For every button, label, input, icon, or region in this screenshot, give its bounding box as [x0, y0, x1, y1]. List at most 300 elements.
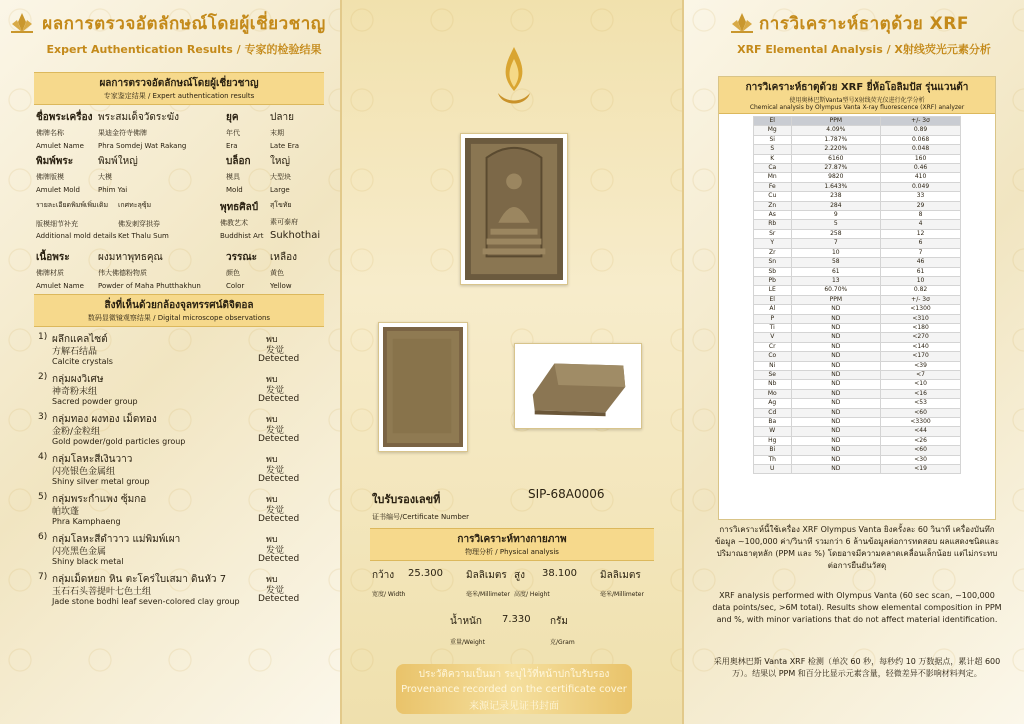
provenance-box [396, 664, 632, 714]
xrf-cell: Ti [754, 323, 792, 332]
xrf-cell: <60 [881, 408, 961, 417]
xrf-cell: Ca [754, 164, 792, 173]
provenance-th: ประวัติความเป็นมา ระบุไว้ที่หน้าปกใบรับรอง [418, 669, 610, 680]
xrf-table-row [754, 314, 961, 323]
field-value-en: Phim Yai [98, 186, 128, 194]
xrf-cell: 0.049 [881, 182, 961, 191]
xrf-cell: Cu [754, 192, 792, 201]
xrf-cell: <53 [881, 399, 961, 408]
observation-item [38, 412, 318, 452]
field-value-en: Sukhothai [270, 230, 321, 241]
xrf-cell: ND [791, 342, 881, 351]
xrf-table-row [754, 380, 961, 389]
xrf-cell: 5 [791, 220, 881, 229]
amulet-back-photo [378, 322, 468, 452]
width-value: 25.300 [408, 568, 443, 579]
field-label: ชื่อพระเครื่อง [36, 112, 93, 123]
observation-num: 3) [38, 412, 48, 422]
xrf-cell: ND [791, 408, 881, 417]
xrf-cell: Ag [754, 399, 792, 408]
xrf-table-row [754, 173, 961, 182]
xrf-cell: 0.048 [881, 145, 961, 154]
xrf-cell: 2.220% [791, 145, 881, 154]
observation-th: กลุ่มพระกำแพง ซุ้มกอ [52, 494, 147, 505]
xrf-cell: 12 [881, 229, 961, 238]
field-label-cn: 佛教艺术 [220, 219, 248, 227]
xrf-table-row [754, 408, 961, 417]
observation-en: Jade stone bodhi leaf seven-colored clay group [52, 597, 240, 606]
xrf-cell: 0.89 [881, 126, 961, 135]
observation-cn: 金粉/金粒组 [52, 427, 101, 437]
section-title: ผลการตรวจอัตลักษณ์โดยผู้เชี่ยวชาญ [99, 78, 259, 89]
observation-cn: 闪亮黑色金属 [52, 547, 107, 557]
field-value-cn: 佛发刺穿拱券 [118, 220, 160, 228]
xrf-table-row [754, 164, 961, 173]
xrf-cell: 1.787% [791, 135, 881, 144]
observation-r1: พบ [266, 375, 278, 385]
xrf-cell: ND [791, 389, 881, 398]
xrf-cell: U [754, 465, 792, 474]
observation-num: 1) [38, 332, 48, 342]
field-label-en: Amulet Name [36, 142, 84, 150]
xrf-table-row [754, 305, 961, 314]
xrf-cell: 410 [881, 173, 961, 182]
section-title: สิ่งที่เห็นด้วยกล้องจุลทรรศน์ดิจิตอล [104, 300, 254, 311]
weight-unit [550, 614, 575, 646]
xrf-cell: <44 [881, 427, 961, 436]
xrf-cell: Se [754, 370, 792, 379]
xrf-cell: 60.70% [791, 286, 881, 295]
field-label-en: Amulet Name [36, 282, 84, 290]
xrf-cell: 6 [881, 239, 961, 248]
xrf-table-row [754, 399, 961, 408]
xrf-table-row [754, 455, 961, 464]
xrf-cell: Pb [754, 276, 792, 285]
weight-label-sub: 重量/Weight [450, 639, 485, 646]
xrf-cell: S [754, 145, 792, 154]
xrf-cell: W [754, 427, 792, 436]
weight-unit-sub: 克/Gram [550, 639, 575, 646]
xrf-cell: Ni [754, 361, 792, 370]
xrf-cell: ND [791, 380, 881, 389]
height-unit-sub: 毫米/Millimeter [600, 591, 644, 598]
xrf-cell: ND [791, 323, 881, 332]
field-value-cn: 果迪金符寺佛牌 [98, 129, 147, 137]
xrf-table-row [754, 145, 961, 154]
xrf-box-header [719, 77, 995, 114]
observation-r1: พบ [266, 455, 278, 465]
xrf-cell: Cd [754, 408, 792, 417]
xrf-table-row [754, 276, 961, 285]
field-value: พิมพ์ใหญ่ [98, 156, 138, 167]
field-label: ยุค [226, 112, 239, 123]
width-label [372, 568, 405, 598]
physical-analysis-bar [370, 528, 654, 561]
observation-en: Shiny silver metal group [52, 477, 150, 486]
xrf-cell: 0.82 [881, 286, 961, 295]
xrf-cell: Mn [754, 173, 792, 182]
observation-num: 7) [38, 572, 48, 582]
xrf-cell: <270 [881, 333, 961, 342]
xrf-cell: ND [791, 370, 881, 379]
xrf-table-row [754, 370, 961, 379]
field-value: สุโขทัย [270, 201, 292, 209]
xrf-cell: Hg [754, 436, 792, 445]
xrf-table-header [754, 295, 961, 304]
xrf-table-row [754, 436, 961, 445]
xrf-cell: 160 [881, 154, 961, 163]
xrf-cell: <1300 [881, 305, 961, 314]
right-panel [684, 0, 1024, 724]
xrf-table-row [754, 267, 961, 276]
observation-cn: 帕坎蓬 [52, 507, 80, 517]
xrf-table-row [754, 352, 961, 361]
height-unit [600, 568, 644, 598]
xrf-cell: PPM [791, 117, 881, 126]
xrf-cell: Zn [754, 201, 792, 210]
field-value-cn: 末期 [270, 129, 284, 137]
field-label: บล็อก [226, 156, 251, 167]
field-label-cn: 佛牌名称 [36, 129, 64, 137]
xrf-cell: <10 [881, 380, 961, 389]
xrf-table-row [754, 389, 961, 398]
xrf-cell: ND [791, 455, 881, 464]
microscope-bar [34, 294, 324, 327]
xrf-cell: Sb [754, 267, 792, 276]
xrf-table-row [754, 182, 961, 191]
xrf-cell: 33 [881, 192, 961, 201]
certificate-label-sub: 证书编号/Certificate Number [372, 513, 470, 521]
xrf-cell: ND [791, 305, 881, 314]
xrf-cell: 27.87% [791, 164, 881, 173]
xrf-cell: Sr [754, 229, 792, 238]
field-value-en: Ket Thalu Sum [118, 232, 169, 240]
xrf-cell: El [754, 295, 792, 304]
observation-r3: Detected [258, 554, 300, 564]
field-value-en: Large [270, 186, 290, 194]
xrf-cell: Fe [754, 182, 792, 191]
xrf-cell: 61 [791, 267, 881, 276]
observation-r1: พบ [266, 535, 278, 545]
xrf-cell: 4 [881, 220, 961, 229]
observation-num: 5) [38, 492, 48, 502]
field-value-cn: 伟大佛德粉物质 [98, 269, 147, 277]
expert-results-bar [34, 72, 324, 105]
width-unit-th: มิลลิเมตร [466, 570, 507, 581]
xrf-cell: ND [791, 333, 881, 342]
xrf-table-row [754, 154, 961, 163]
observation-r3: Detected [258, 394, 300, 404]
observation-en: Shiny black metal [52, 557, 124, 566]
observation-th: กลุ่มโลหะสีเงินวาว [52, 454, 133, 465]
field-value: พระสมเด็จวัดระฆัง [98, 112, 179, 123]
xrf-cell: <310 [881, 314, 961, 323]
field-label-en: Additional mold details [36, 232, 117, 240]
xrf-cell: 7 [881, 248, 961, 257]
observation-th: กลุ่มผงวิเศษ [52, 374, 104, 385]
field-label-cn: 模具 [226, 173, 240, 181]
field-value: เกศทะลุซุ้ม [118, 201, 152, 209]
observation-r2: 发觉 [266, 506, 285, 516]
xrf-box-cn: 使用奥林巴斯Vanta型号X射线荧光仪进行化学分析 [789, 97, 925, 104]
observation-r3: Detected [258, 594, 300, 604]
xrf-cell: 7 [791, 239, 881, 248]
xrf-cell: 29 [881, 201, 961, 210]
field-value-cn: 黄色 [270, 269, 284, 277]
xrf-table-row [754, 211, 961, 220]
xrf-cell: P [754, 314, 792, 323]
xrf-cell: Al [754, 305, 792, 314]
observation-item [38, 532, 318, 572]
observation-r2: 发觉 [266, 466, 285, 476]
observation-r3: Detected [258, 474, 300, 484]
xrf-cell: 0.068 [881, 135, 961, 144]
xrf-table-row [754, 333, 961, 342]
xrf-cell: ND [791, 465, 881, 474]
xrf-table-row [754, 286, 961, 295]
xrf-cell: 4.09% [791, 126, 881, 135]
amulet-front-photo [460, 133, 568, 285]
xrf-cell: 58 [791, 258, 881, 267]
xrf-table-row [754, 126, 961, 135]
observation-r1: พบ [266, 575, 278, 585]
xrf-cell: 258 [791, 229, 881, 238]
observation-item [38, 492, 318, 532]
field-value-cn: 大模 [98, 173, 112, 181]
xrf-table-row [754, 446, 961, 455]
provenance-cn: 来源记录见证书封面 [469, 701, 559, 712]
xrf-cell: PPM [791, 295, 881, 304]
field-label-en: Amulet Mold [36, 186, 80, 194]
observation-cn: 玉石石头菩提叶七色土组 [52, 587, 152, 597]
weight-label-th: น้ำหนัก [450, 616, 482, 627]
xrf-box-title: การวิเคราะห์ธาตุด้วย XRF ยี่ห้อโอลิมปัส รุ่นแวนต้า [745, 82, 969, 93]
field-label-cn: 佛牌版模 [36, 173, 64, 181]
xrf-cell: Bi [754, 446, 792, 455]
xrf-cell: 1.643% [791, 182, 881, 191]
xrf-cell: 9 [791, 211, 881, 220]
xrf-cell: 13 [791, 276, 881, 285]
height-value: 38.100 [542, 568, 577, 579]
weight-unit-th: กรัม [550, 616, 569, 627]
right-subtitle: XRF Elemental Analysis / X射线荧光元素分析 [737, 43, 991, 56]
xrf-cell: <39 [881, 361, 961, 370]
observation-cn: 神奇粉末组 [52, 387, 98, 397]
xrf-cell: Ba [754, 418, 792, 427]
xrf-cell: 0.46 [881, 164, 961, 173]
weight-value: 7.330 [502, 614, 531, 625]
field-value: ใหญ่ [270, 156, 290, 167]
xrf-cell: Zr [754, 248, 792, 257]
xrf-cell: +/- 3σ [881, 117, 961, 126]
observation-cn: 方解石结晶 [52, 347, 98, 357]
height-label-th: สูง [514, 570, 525, 581]
field-value-en: Phra Somdej Wat Rakang [98, 142, 187, 150]
observation-num: 6) [38, 532, 48, 542]
left-subtitle: Expert Authentication Results / 专家的检验结果 [46, 43, 322, 56]
height-label-sub: 高度/ Height [514, 591, 550, 598]
xrf-cell: <170 [881, 352, 961, 361]
xrf-cell: Y [754, 239, 792, 248]
xrf-cell: <26 [881, 436, 961, 445]
xrf-cell: LE [754, 286, 792, 295]
field-label-en: Buddhist Art [220, 232, 264, 240]
field-value: ปลาย [270, 112, 294, 123]
xrf-cell: Si [754, 135, 792, 144]
field-value-en: Yellow [270, 282, 292, 290]
field-label-en: Era [226, 142, 238, 150]
section-subtitle: 物理分析 / Physical analysis [465, 548, 559, 556]
width-label-sub: 宽度/ Width [372, 591, 406, 598]
xrf-desc-en: XRF analysis performed with Olympus Vanta (60 sec scan, ~100,000 data points/sec, >6M total). Results show elemental composition in PPM and %, with minor variations that do not affect material identification. [712, 591, 1002, 624]
xrf-cell: Th [754, 455, 792, 464]
xrf-cell: <180 [881, 323, 961, 332]
xrf-cell: 9820 [791, 173, 881, 182]
certificate-number: SIP-68A0006 [528, 487, 605, 501]
xrf-cell: V [754, 333, 792, 342]
xrf-table-row [754, 135, 961, 144]
xrf-cell: 46 [881, 258, 961, 267]
certificate-label [372, 490, 469, 522]
observation-th: ผลึกแคลไซต์ [52, 334, 108, 345]
xrf-table-row [754, 220, 961, 229]
xrf-table-row [754, 201, 961, 210]
xrf-table-row [754, 427, 961, 436]
xrf-cell: <3300 [881, 418, 961, 427]
xrf-table-row [754, 239, 961, 248]
observation-en: Calcite crystals [52, 357, 113, 366]
amulet-side-photo [514, 343, 642, 429]
xrf-table-row [754, 342, 961, 351]
xrf-table-row [754, 323, 961, 332]
observation-item [38, 572, 318, 612]
xrf-cell: Co [754, 352, 792, 361]
observation-th: กลุ่มทอง ผงทอง เม็ดทอง [52, 414, 157, 425]
field-label-cn: 年代 [226, 129, 240, 137]
xrf-cell: K [754, 154, 792, 163]
xrf-desc-th: การวิเคราะห์นี้ใช้เครื่อง XRF Olympus Vanta ยิงครั้งละ 60 วินาที เครื่องบันทึกข้อมูล ~100,000 ค่า/วินาที รวมกว่า 6 ล้านข้อมูลต่อการทดสอบ ผลแสดงชนิดและปริมาณธาตุหลัก (PPM และ %) โดยอาจมีความคลาดเคลื่อนเล็กน้อย แต่ไม่กระทบต่อการยืนยันวัสดุ [714, 525, 1000, 570]
xrf-table-row [754, 361, 961, 370]
observation-r2: 发觉 [266, 346, 285, 356]
field-label: เนื้อพระ [36, 252, 70, 263]
xrf-cell: ND [791, 361, 881, 370]
flame-lotus-icon [494, 45, 534, 115]
observation-r2: 发觉 [266, 386, 285, 396]
observation-r2: 发觉 [266, 426, 285, 436]
xrf-table-row [754, 192, 961, 201]
xrf-cell: Mg [754, 126, 792, 135]
right-title: การวิเคราะห์ธาตุด้วย XRF [759, 14, 969, 34]
xrf-cell: ND [791, 352, 881, 361]
provenance-en: Provenance recorded on the certificate cover [401, 684, 627, 695]
xrf-cell: 61 [881, 267, 961, 276]
observation-r1: พบ [266, 495, 278, 505]
field-label: พิมพ์พระ [36, 156, 74, 167]
width-unit-sub: 毫米/Millimeter [466, 591, 510, 598]
xrf-cell: +/- 3σ [881, 295, 961, 304]
xrf-cell: Sn [754, 258, 792, 267]
observation-num: 2) [38, 372, 48, 382]
xrf-cell: ND [791, 436, 881, 445]
field-label-cn: 佛牌材质 [36, 269, 64, 277]
field-label: วรรณะ [226, 252, 258, 263]
observation-th: กลุ่มโลหะสีดำวาว แม่พิมพ์เผา [52, 534, 181, 545]
xrf-cell: 8 [881, 211, 961, 220]
xrf-box-en: Chemical analysis by Olympus Vanta X-ray fluorescence (XRF) analyzer [749, 104, 965, 111]
observation-en: Sacred powder group [52, 397, 138, 406]
xrf-cell: 10 [791, 248, 881, 257]
xrf-cell: <16 [881, 389, 961, 398]
xrf-cell: 284 [791, 201, 881, 210]
xrf-cell: El [754, 117, 792, 126]
xrf-cell: Rb [754, 220, 792, 229]
field-label-en: Color [226, 282, 245, 290]
section-subtitle: 数码显微镜观察结果 / Digital microscope observations [87, 314, 271, 322]
certificate-label-th: ใบรับรองเลขที่ [372, 493, 441, 506]
section-subtitle: 专家鉴定结果 / Expert authentication results [103, 92, 255, 100]
observation-en: Phra Kamphaeng [52, 517, 121, 526]
observation-num: 4) [38, 452, 48, 462]
left-panel [0, 0, 340, 724]
observation-r1: พบ [266, 335, 278, 345]
xrf-desc-cn: 采用奥林巴斯 Vanta XRF 检测（单次 60 秒，每秒约 10 万数据点，累计超 600 万）。结果以 PPM 和百分比显示元素含量，轻微差异不影响材料判定。 [713, 657, 1001, 678]
observation-r1: พบ [266, 415, 278, 425]
observation-r3: Detected [258, 514, 300, 524]
xrf-cell: Nb [754, 380, 792, 389]
xrf-box [718, 76, 996, 520]
xrf-cell: Mo [754, 389, 792, 398]
xrf-table [753, 116, 961, 474]
xrf-table-row [754, 418, 961, 427]
field-value: เหลือง [270, 252, 298, 263]
observation-cn: 闪亮银色金属组 [52, 467, 116, 477]
observation-item [38, 372, 318, 412]
xrf-table-row [754, 465, 961, 474]
field-label-cn: 颜色 [226, 269, 240, 277]
field-label: พุทธศิลป์ [220, 202, 259, 213]
left-title: ผลการตรวจอัตลักษณ์โดยผู้เชี่ยวชาญ [42, 14, 326, 34]
xrf-cell: ND [791, 314, 881, 323]
xrf-table-header [754, 117, 961, 126]
observation-r3: Detected [258, 434, 300, 444]
observation-item [38, 452, 318, 492]
xrf-table-row [754, 229, 961, 238]
field-value: ผงมหาพุทธคุณ [98, 252, 163, 263]
field-label-cn: 版模细节补充 [36, 220, 78, 228]
field-label-en: Mold [226, 186, 243, 194]
field-value-cn: 大型块 [270, 173, 291, 181]
observation-item [38, 332, 318, 372]
field-label: รายละเอียดพิมพ์เพิ่มเติม [36, 201, 109, 209]
xrf-cell: <30 [881, 455, 961, 464]
xrf-cell: ND [791, 446, 881, 455]
xrf-cell: Cr [754, 342, 792, 351]
section-title: การวิเคราะห์ทางกายภาพ [457, 534, 567, 545]
xrf-cell: 238 [791, 192, 881, 201]
xrf-cell: ND [791, 418, 881, 427]
xrf-cell: ND [791, 399, 881, 408]
xrf-cell: <7 [881, 370, 961, 379]
xrf-cell: <60 [881, 446, 961, 455]
xrf-cell: As [754, 211, 792, 220]
weight-label [450, 614, 485, 646]
observation-r3: Detected [258, 354, 300, 364]
observation-r2: 发觉 [266, 546, 285, 556]
field-value-cn: 素可泰府 [270, 218, 298, 226]
observation-list [38, 332, 318, 612]
observation-th: กลุ่มเม็ดหยก หิน ตะโคร่ใบเสมา ดินหัว 7 [52, 574, 227, 585]
xrf-table-row [754, 248, 961, 257]
